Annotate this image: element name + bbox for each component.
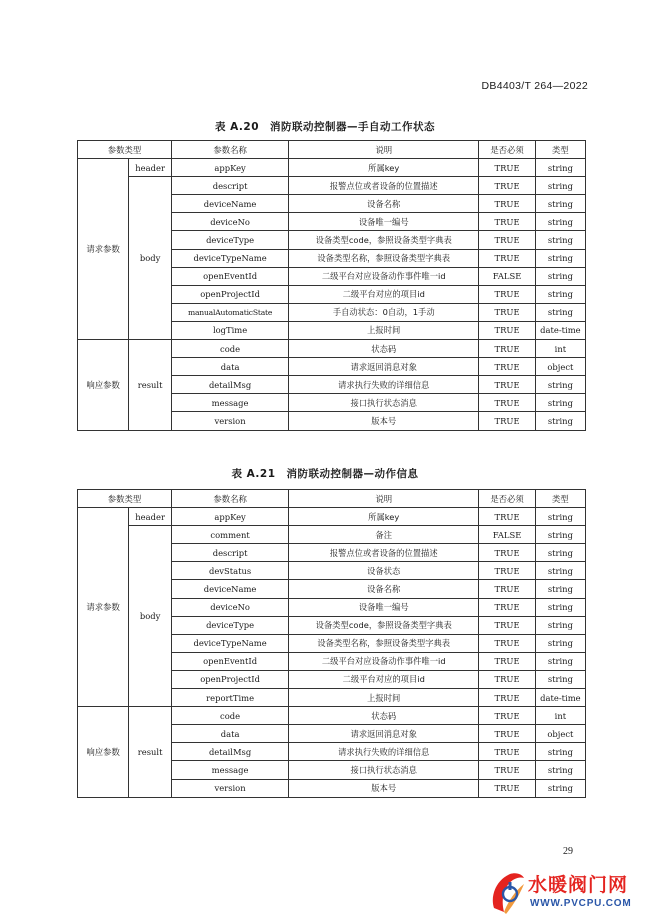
- description-cell: 设备名称: [289, 580, 479, 598]
- request-params-label: 请求参数: [78, 159, 129, 340]
- required-cell: TRUE: [479, 725, 535, 743]
- param-name-cell: data: [172, 725, 289, 743]
- param-name-cell: detailMsg: [172, 743, 289, 761]
- table-header-row: [78, 141, 586, 159]
- type-cell: string: [535, 412, 585, 430]
- param-name-cell: detailMsg: [172, 376, 289, 394]
- param-name-cell: deviceTypeName: [172, 634, 289, 652]
- description-cell: 上报时间: [289, 321, 479, 339]
- type-cell: string: [535, 743, 585, 761]
- required-cell: TRUE: [479, 321, 535, 339]
- description-cell: 请求返回消息对象: [289, 725, 479, 743]
- required-cell: TRUE: [479, 598, 535, 616]
- description-cell: 报警点位或者设备的位置描述: [289, 544, 479, 562]
- param-name-cell: comment: [172, 526, 289, 544]
- required-cell: TRUE: [479, 249, 535, 267]
- response-params-label: 响应参数: [78, 340, 129, 430]
- description-cell: 状态码: [289, 340, 479, 358]
- required-cell: TRUE: [479, 340, 535, 358]
- required-cell: TRUE: [479, 285, 535, 303]
- description-cell: 设备类型code，参照设备类型字典表: [289, 616, 479, 634]
- param-name-cell: openProjectId: [172, 670, 289, 688]
- param-name-cell: code: [172, 340, 289, 358]
- type-cell: string: [535, 652, 585, 670]
- type-cell: string: [535, 634, 585, 652]
- param-name-cell: openEventId: [172, 652, 289, 670]
- type-cell: string: [535, 598, 585, 616]
- header-description: 说明: [289, 141, 479, 159]
- header-param-name: 参数名称: [172, 490, 289, 508]
- required-cell: TRUE: [479, 580, 535, 598]
- required-cell: TRUE: [479, 670, 535, 688]
- body-group-label: body: [129, 177, 172, 340]
- param-name-cell: deviceNo: [172, 598, 289, 616]
- required-cell: TRUE: [479, 213, 535, 231]
- type-cell: string: [535, 616, 585, 634]
- description-cell: 设备状态: [289, 562, 479, 580]
- required-cell: TRUE: [479, 394, 535, 412]
- required-cell: TRUE: [479, 303, 535, 321]
- table-a20-caption: 表 A.20 消防联动控制器—手自动工作状态: [214, 121, 436, 133]
- param-name-cell: openProjectId: [172, 285, 289, 303]
- param-name-cell: code: [172, 707, 289, 725]
- type-cell: date-time: [535, 689, 585, 707]
- required-cell: TRUE: [479, 689, 535, 707]
- watermark: [488, 868, 648, 918]
- type-cell: string: [535, 177, 585, 195]
- header-group-label: header: [129, 508, 172, 526]
- table-row: [78, 340, 586, 358]
- description-cell: 备注: [289, 526, 479, 544]
- type-cell: string: [535, 508, 585, 526]
- type-cell: object: [535, 358, 585, 376]
- param-name-cell: descript: [172, 544, 289, 562]
- param-name-cell: reportTime: [172, 689, 289, 707]
- page-number: 29: [563, 846, 573, 857]
- table-header-row: [78, 490, 586, 508]
- type-cell: string: [535, 376, 585, 394]
- type-cell: string: [535, 285, 585, 303]
- param-name-cell: openEventId: [172, 267, 289, 285]
- header-type: 类型: [535, 490, 585, 508]
- required-cell: FALSE: [479, 267, 535, 285]
- description-cell: 上报时间: [289, 689, 479, 707]
- type-cell: string: [535, 303, 585, 321]
- type-cell: string: [535, 213, 585, 231]
- param-name-cell: descript: [172, 177, 289, 195]
- required-cell: TRUE: [479, 743, 535, 761]
- type-cell: string: [535, 580, 585, 598]
- description-cell: 二级平台对应设备动作事件唯一id: [289, 652, 479, 670]
- required-cell: TRUE: [479, 195, 535, 213]
- table-row: [78, 159, 586, 177]
- description-cell: 设备类型名称，参照设备类型字典表: [289, 249, 479, 267]
- description-cell: 接口执行状态消息: [289, 394, 479, 412]
- required-cell: TRUE: [479, 652, 535, 670]
- header-required: 是否必须: [479, 141, 535, 159]
- param-name-cell: version: [172, 779, 289, 797]
- required-cell: TRUE: [479, 231, 535, 249]
- type-cell: string: [535, 562, 585, 580]
- description-cell: 二级平台对应设备动作事件唯一id: [289, 267, 479, 285]
- table-row: [78, 707, 586, 725]
- description-cell: 状态码: [289, 707, 479, 725]
- required-cell: FALSE: [479, 526, 535, 544]
- table-row: [78, 177, 586, 195]
- description-cell: 二级平台对应的项目id: [289, 670, 479, 688]
- required-cell: TRUE: [479, 177, 535, 195]
- type-cell: int: [535, 707, 585, 725]
- type-cell: string: [535, 195, 585, 213]
- table-row: [78, 508, 586, 526]
- type-cell: string: [535, 231, 585, 249]
- param-name-cell: logTime: [172, 321, 289, 339]
- table-a21: [77, 489, 586, 798]
- param-name-cell: deviceName: [172, 580, 289, 598]
- header-param-category: 参数类型: [78, 141, 172, 159]
- required-cell: TRUE: [479, 376, 535, 394]
- required-cell: TRUE: [479, 562, 535, 580]
- description-cell: 接口执行状态消息: [289, 761, 479, 779]
- description-cell: 二级平台对应的项目id: [289, 285, 479, 303]
- description-cell: 设备唯一编号: [289, 598, 479, 616]
- body-group-label: body: [129, 526, 172, 707]
- type-cell: string: [535, 267, 585, 285]
- type-cell: int: [535, 340, 585, 358]
- description-cell: 请求执行失败的详细信息: [289, 743, 479, 761]
- required-cell: TRUE: [479, 412, 535, 430]
- param-name-cell: version: [172, 412, 289, 430]
- required-cell: TRUE: [479, 616, 535, 634]
- header-param-name: 参数名称: [172, 141, 289, 159]
- param-name-cell: message: [172, 394, 289, 412]
- required-cell: TRUE: [479, 358, 535, 376]
- type-cell: string: [535, 394, 585, 412]
- watermark-text: 水暖阀门网: [528, 874, 629, 896]
- param-name-cell: message: [172, 761, 289, 779]
- description-cell: 请求返回消息对象: [289, 358, 479, 376]
- required-cell: TRUE: [479, 779, 535, 797]
- description-cell: 设备类型名称，参照设备类型字典表: [289, 634, 479, 652]
- header-description: 说明: [289, 490, 479, 508]
- required-cell: TRUE: [479, 761, 535, 779]
- required-cell: TRUE: [479, 159, 535, 177]
- required-cell: TRUE: [479, 544, 535, 562]
- description-cell: 手自动状态：0自动，1手动: [289, 303, 479, 321]
- header-type: 类型: [535, 141, 585, 159]
- description-cell: 设备类型code，参照设备类型字典表: [289, 231, 479, 249]
- header-group-label: header: [129, 159, 172, 177]
- param-name-cell: deviceType: [172, 616, 289, 634]
- description-cell: 设备名称: [289, 195, 479, 213]
- description-cell: 请求执行失败的详细信息: [289, 376, 479, 394]
- type-cell: string: [535, 779, 585, 797]
- valve-logo-icon: [488, 868, 528, 916]
- header-required: 是否必须: [479, 490, 535, 508]
- header-param-category: 参数类型: [78, 490, 172, 508]
- param-name-cell: deviceType: [172, 231, 289, 249]
- request-params-label: 请求参数: [78, 508, 129, 707]
- param-name-cell: deviceTypeName: [172, 249, 289, 267]
- description-cell: 所属key: [289, 508, 479, 526]
- param-name-cell: appKey: [172, 159, 289, 177]
- type-cell: string: [535, 544, 585, 562]
- type-cell: object: [535, 725, 585, 743]
- result-group-label: result: [129, 707, 172, 797]
- param-name-cell: data: [172, 358, 289, 376]
- param-name-cell: manualAutomaticState: [172, 303, 289, 321]
- description-cell: 版本号: [289, 779, 479, 797]
- type-cell: string: [535, 249, 585, 267]
- type-cell: string: [535, 761, 585, 779]
- param-name-cell: deviceName: [172, 195, 289, 213]
- description-cell: 设备唯一编号: [289, 213, 479, 231]
- type-cell: string: [535, 670, 585, 688]
- description-cell: 报警点位或者设备的位置描述: [289, 177, 479, 195]
- type-cell: string: [535, 526, 585, 544]
- watermark-url: WWW.PVCPU.COM: [530, 898, 632, 909]
- param-name-cell: devStatus: [172, 562, 289, 580]
- result-group-label: result: [129, 340, 172, 430]
- param-name-cell: deviceNo: [172, 213, 289, 231]
- description-cell: 版本号: [289, 412, 479, 430]
- type-cell: string: [535, 159, 585, 177]
- document-code: DB4403/T 264—2022: [481, 80, 588, 92]
- required-cell: TRUE: [479, 707, 535, 725]
- table-row: [78, 526, 586, 544]
- type-cell: date-time: [535, 321, 585, 339]
- required-cell: TRUE: [479, 508, 535, 526]
- description-cell: 所属key: [289, 159, 479, 177]
- param-name-cell: appKey: [172, 508, 289, 526]
- required-cell: TRUE: [479, 634, 535, 652]
- response-params-label: 响应参数: [78, 707, 129, 797]
- table-a20: [77, 140, 586, 431]
- table-a21-caption: 表 A.21 消防联动控制器—动作信息: [231, 468, 419, 480]
